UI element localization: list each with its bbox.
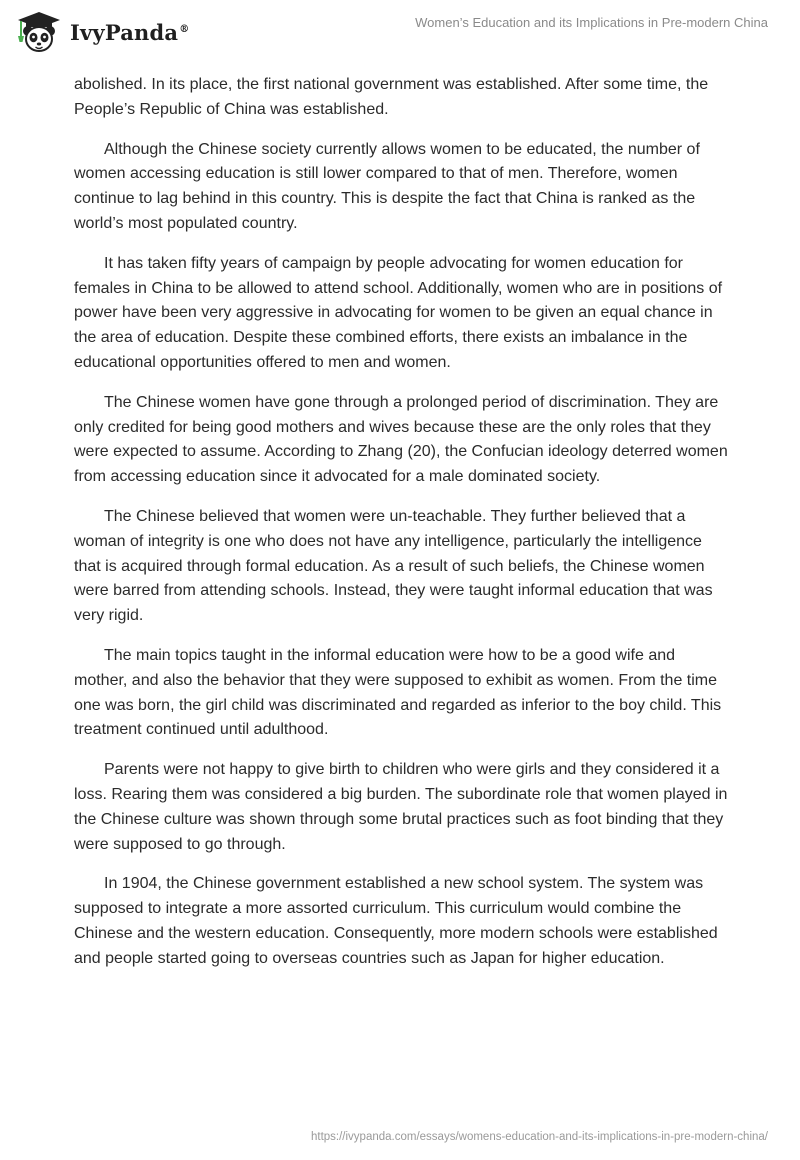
paragraph-4: The Chinese women have gone through a prolonged period of discrimination. They are only credited for being good mothers and wives because these are the only roles that they were expected to assume. According to Zhang (20), the Confucian ideology deterred women from accessing education since it advocated for a male dominated society.	[74, 393, 728, 486]
paragraph-6: The main topics taught in the informal education were how to be a good wife and mother, and also the behavior that they were supposed to exhibit as women. From the time one was born, the girl child was discriminated and regarded as inferior to the boy child. This treatment continued until adulthood.	[74, 646, 722, 739]
paragraph-3: It has taken fifty years of campaign by people advocating for women education for females in China to be allowed to attend school. Additionally, women who are in positions of power have been very aggressive in advocating for women to be given an equal chance in the area of education. Despite these combined efforts, there exists an imbalance in the educational opportunities offered to men and women.	[74, 254, 723, 371]
page-header	[0, 0, 800, 60]
paragraph-7: Parents were not happy to give birth to children who were girls and they considered it a loss. Rearing them was considered a big burden. The subordinate role that women played in the Chinese culture was shown through some brutal practices such as foot binding that they were supposed to go through.	[74, 761, 728, 853]
document-title: Women’s Education and its Implications in Pre-modern China	[415, 15, 768, 30]
panda-mortarboard-icon	[14, 9, 64, 53]
source-url[interactable]: https://ivypanda.com/essays/womens-education-and-its-implications-in-pre-modern-china/	[310, 1131, 768, 1143]
paragraph-2: Although the Chinese society currently allows women to be educated, the number of women accessing education is still lower compared to that of men. Therefore, women continue to lag behind in this country. This is despite the fact that China is ranked as the world’s most populated country.	[74, 140, 700, 232]
paragraph-1: abolished. In its place, the first national government was established. After some time, the People’s Republic of China was established.	[74, 76, 709, 118]
logo-wordmark: IvyPanda®	[70, 19, 190, 45]
paragraph-5: The Chinese believed that women were un-teachable. They further believed that a woman of integrity is one who does not have any intelligence, particularly the intelligence that is acquired through formal education. As a result of such beliefs, the Chinese women were barred from attending schools. Instead, they were taught informal education that was very rigid.	[74, 507, 713, 625]
ivypanda-logo[interactable]	[14, 9, 224, 53]
essay-body	[74, 73, 730, 987]
paragraph-8: In 1904, the Chinese government established a new school system. The system was supposed to integrate a more assorted curriculum. This curriculum would combine the Chinese and the western education. Consequently, more modern schools were established and people started going to overseas countries such as Japan for higher education.	[74, 875, 718, 967]
